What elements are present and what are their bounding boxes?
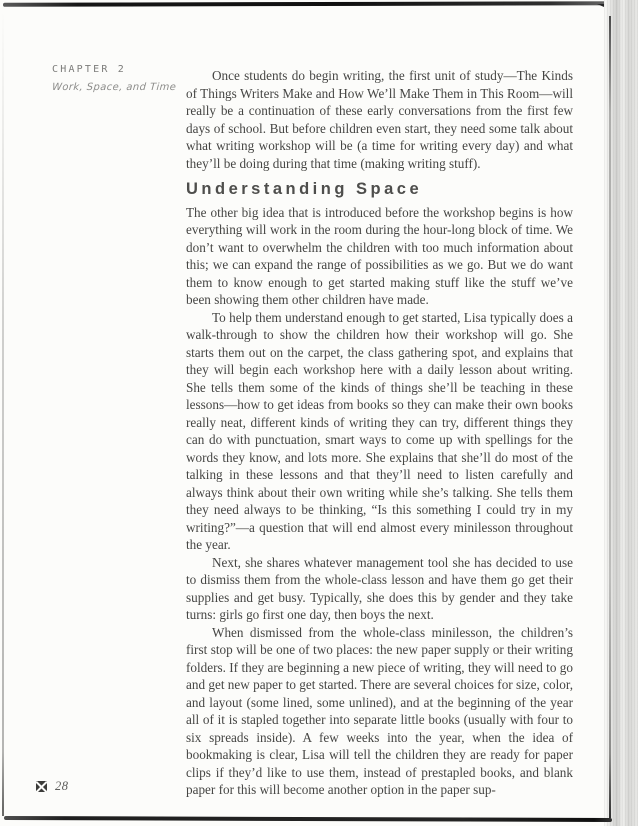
pinwheel-ornament-icon [36,781,47,792]
body-paragraph: To help them understand enough to get started, Lisa typically does a walk-through to show the children how their workshop will go. She starts them out on the carpet, the class gathering spot, and explains that they will begin each workshop here with a daily lesson about writing. She tells them some of the kinds of things she’ll be teaching in these lessons—how to get ideas from books so they can make their own books really neat, different kinds of writing they can try, different things they can do with punctuation, smart ways to come up with spellings for the words they know, and lots more. She explains that she’ll do most of the talking in these lessons and that they’ll need to listen carefully and always think about their own writing while she’s talking. She tells them they need always to be thinking, “Is this something I could try in my writing?”—a question that will end almost every minilesson throughout the year. [186,309,573,552]
scan-bottom-edge [4,816,612,822]
body-paragraph: The other big idea that is introduced before the workshop begins is how everything will work in the room during the hour-long block of time. We don’t want to overwhelm the children with too much information about this; we can expand the range of possibilities as we go. But we do want them to know enough to get started making stuff like the stuff we’ve been showing them other children have made. [186,204,573,307]
body-paragraph: When dismissed from the whole-class minilesson, the children’s first stop will be one of two places: the new paper supply or their writing folders. If they are beginning a new piece of writing, they will need to go and get new paper to get started. There are several choices for size, color, and layout (some lined, some unlined), and at the beginning of the year all of it is stapled together into separate little books (usually with four to six spreads inside). A few weeks into the year, when the idea of bookmaking is clear, Lisa will tell the children they are ready for paper clips if they’d like to use them, instead of prestapled books, and blank paper for this will become another option in the paper sup- [186,624,573,797]
body-paragraph: Next, she shares whatever management tool she has decided to use to dismiss them from the whole-class lesson and have them go get their supplies and get busy. Typically, she does this by gender and they take turns: girls go first one day, then boys the next. [186,554,573,622]
scan-top-edge [3,1,625,7]
section-heading: Understanding Space [186,180,423,198]
scan-left-edge [2,10,4,816]
page-number: 28 [55,779,69,793]
body-paragraph: Once students do begin writing, the first unit of study—The Kinds of Things Writers Make and How We’ll Make Them in This Room—will really be a continuation of these early conversations from the first few days of school. But before children even start, they need some talk about what writing workshop will be (a time for writing every day) and what they’ll be doing during that time (making writing stuff). [186,68,573,171]
chapter-label: CHAPTER 2 [52,64,126,75]
body-text-column [186,67,573,799]
book-page-edge-line [609,16,611,818]
page-footer [36,779,69,794]
chapter-header [52,64,176,93]
chapter-title: Work, Space, and Time [51,82,177,93]
